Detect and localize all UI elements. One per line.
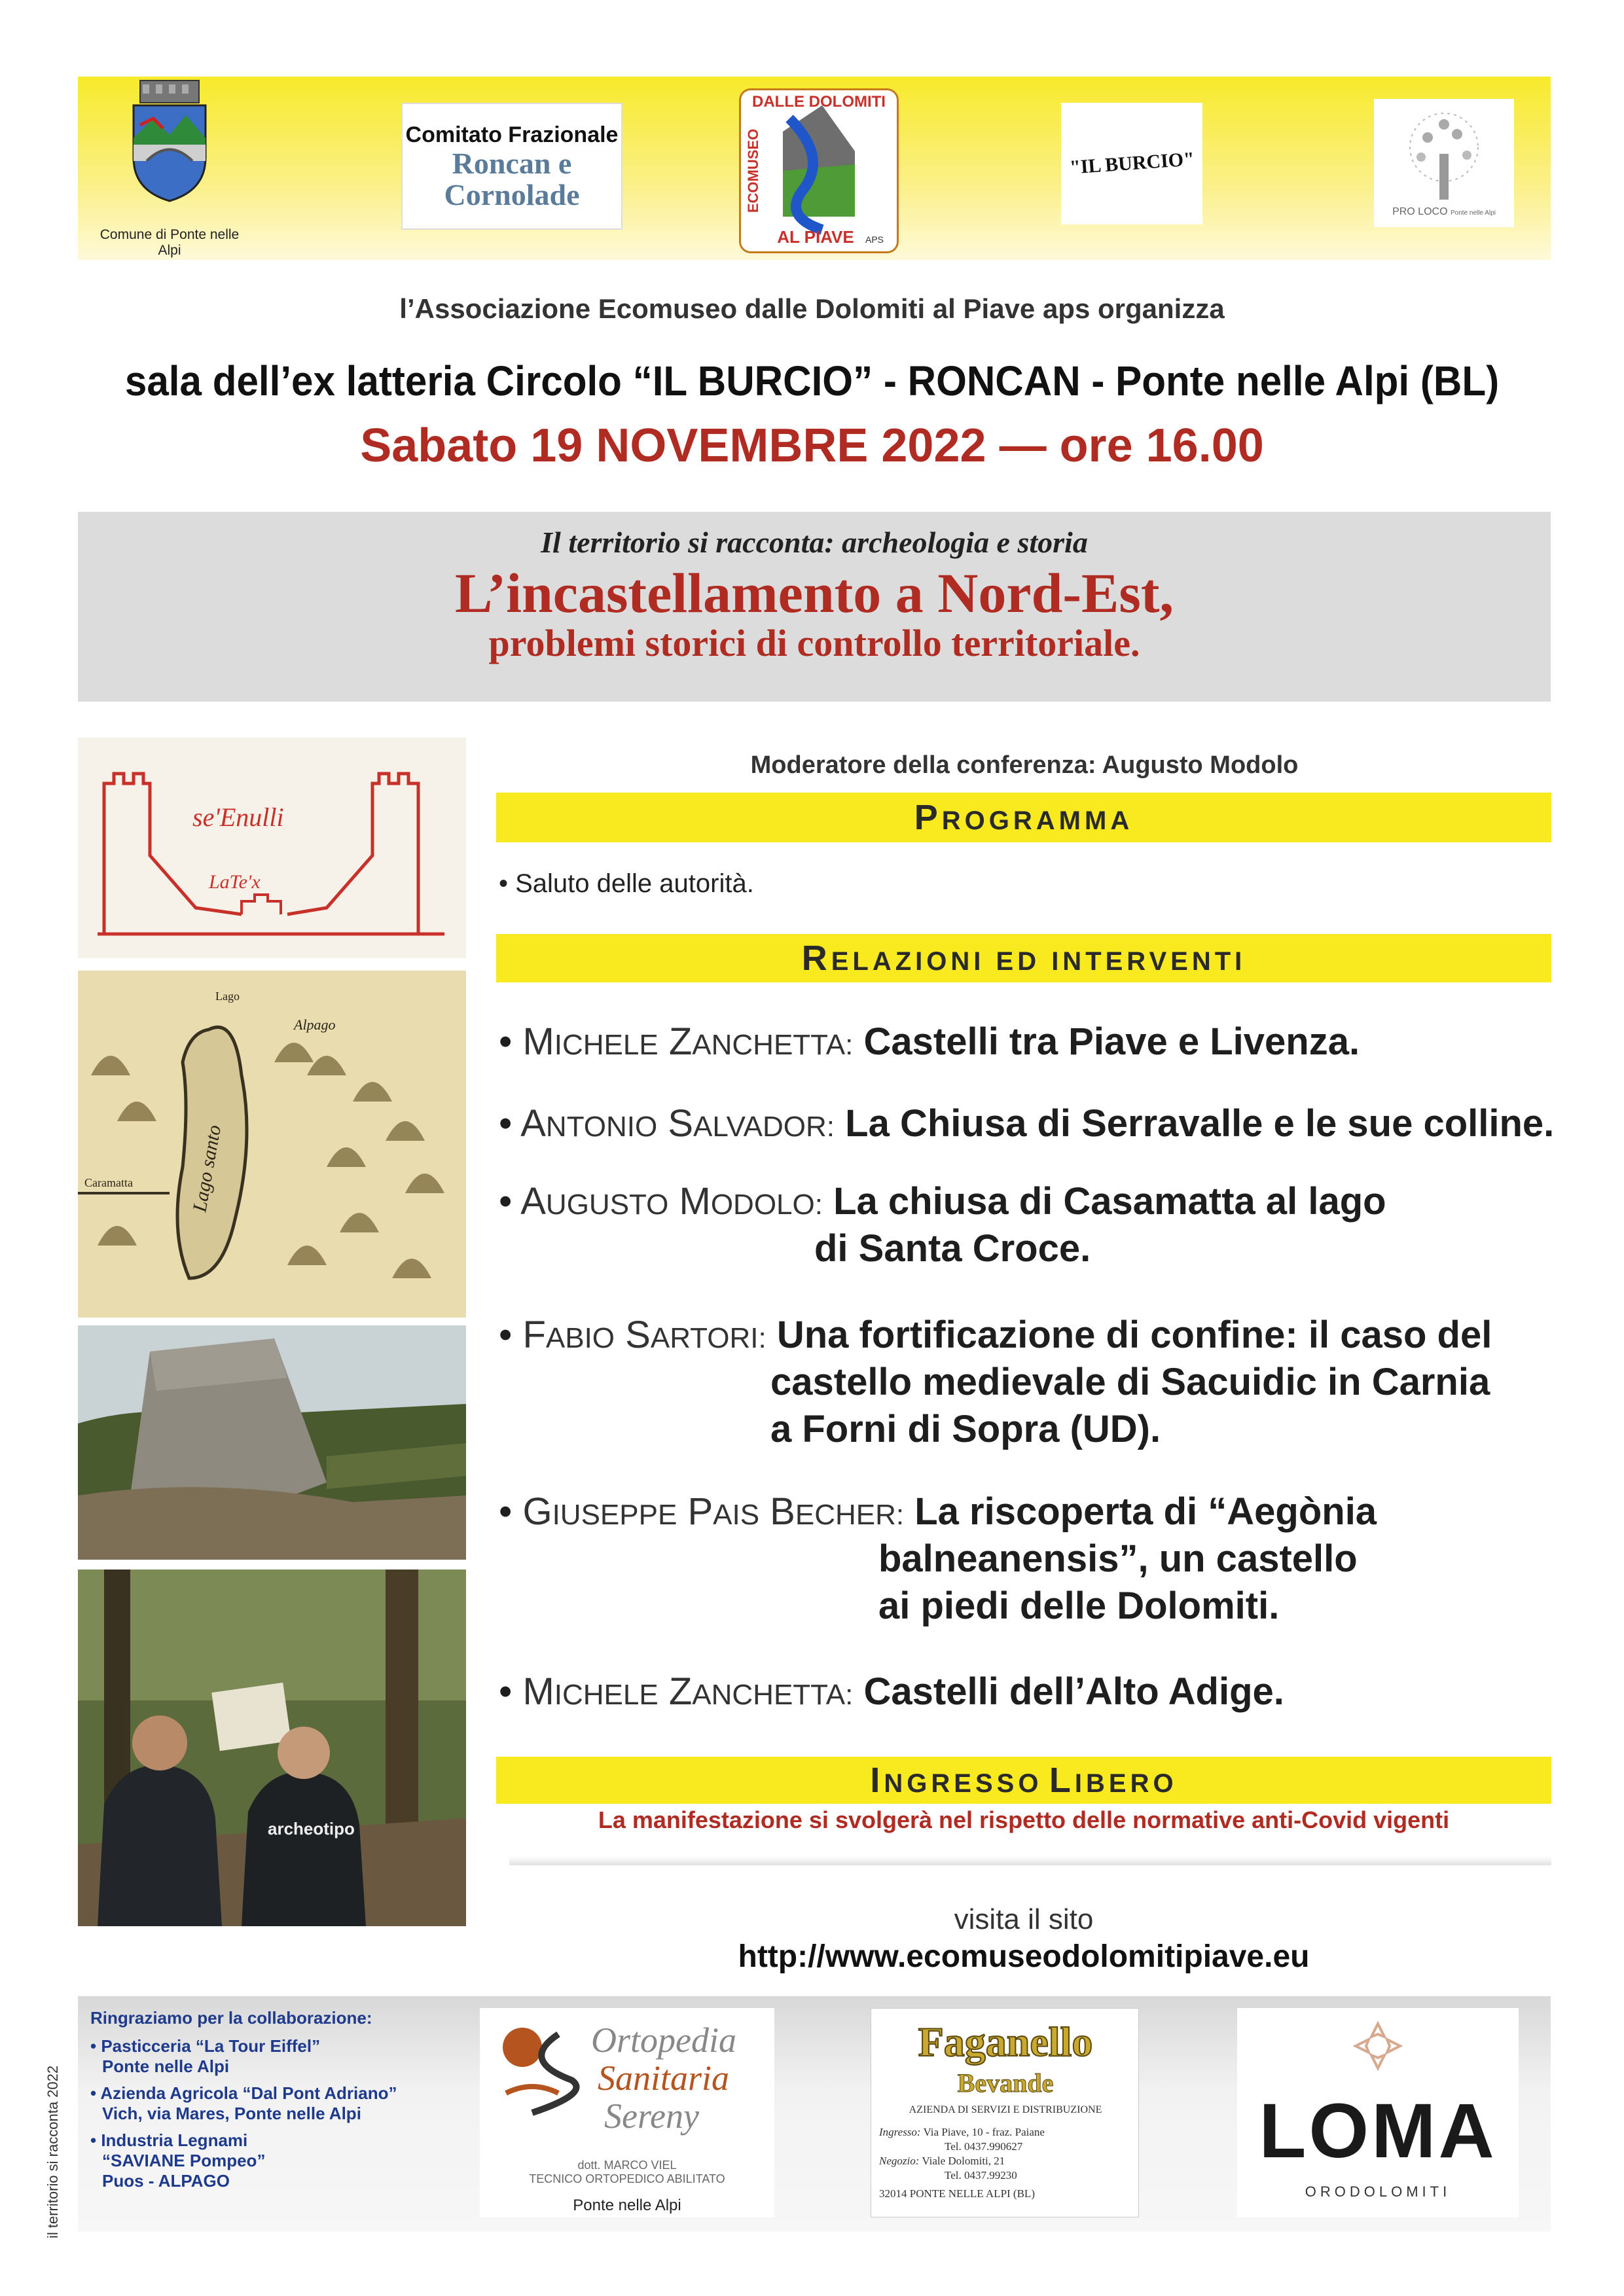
ortopedia-line1: Ortopedia	[591, 2020, 736, 2060]
talk-item	[499, 1312, 1492, 1362]
ortopedia-role: TECNICO ORTOPEDICO ABILITATO	[529, 2172, 725, 2185]
event-date: Sabato 19 NOVEMBRE 2022 — ore 16.00	[360, 420, 1264, 472]
programma-rest: ROGRAMMA	[941, 806, 1134, 835]
talk-title: La riscoperta di “Aegònia	[914, 1490, 1377, 1533]
talk-title-cont: castello medievale di Sacuidic in Carnia	[770, 1361, 1490, 1403]
proloco-small-text: Ponte nelle Alpi	[1450, 209, 1496, 217]
bullet: •	[499, 1490, 513, 1533]
castle-ruin-photo	[78, 1325, 466, 1560]
sketch-text-1: se'Enulli	[192, 802, 284, 832]
talk-item	[499, 1668, 1284, 1719]
bullet: •	[499, 1020, 513, 1063]
talk-title: La chiusa di Casamatta al lago	[833, 1180, 1386, 1223]
faganello-name: Faganello	[918, 2018, 1093, 2065]
ortopedia-line2: Sanitaria	[598, 2058, 730, 2098]
bullet: •	[499, 1102, 513, 1145]
greeting-item: • Saluto delle autorità.	[499, 869, 754, 898]
burcio-text: "IL BURCIO"	[1068, 148, 1195, 179]
ecomuseo-logo	[739, 88, 899, 253]
comitato-line2: Roncan e	[452, 146, 572, 180]
sketch-image	[78, 738, 466, 958]
comune-caption: Comune di Ponte nelle Alpi	[99, 227, 240, 258]
map-lake-label: Lago santo	[189, 1123, 226, 1214]
organizer-line: l’Associazione Ecomuseo dalle Dolomiti al Piave aps organizza	[399, 293, 1225, 324]
talk-title: La Chiusa di Serravalle e le sue colline.	[845, 1102, 1555, 1145]
talk-title-cont: balneanensis”, un castello	[878, 1537, 1358, 1580]
talk-item	[499, 1178, 1386, 1229]
ecomuseo-aps-text: APS	[865, 234, 884, 245]
ecomuseo-top-text: DALLE DOLOMITI	[752, 93, 886, 111]
talk-item	[499, 1100, 1554, 1151]
conference-subtitle: problemi storici di controllo territoriale.	[488, 622, 1140, 665]
loma-emblem-icon	[1352, 2020, 1404, 2072]
shirt-text: archeotipo	[268, 1819, 355, 1839]
thanks-list	[90, 2008, 418, 2198]
proloco-logo	[1374, 99, 1514, 227]
talk-item	[499, 1488, 1377, 1539]
talk-title: Castelli tra Piave e Livenza.	[863, 1020, 1360, 1063]
speaker-name: MICHELE ZANCHETTA:	[522, 1020, 854, 1063]
thanks-heading: Ringraziamo per la collaborazione:	[90, 2008, 372, 2028]
faganello-negozio-label: Negozio:	[879, 2155, 920, 2167]
speaker-name: ANTONIO SALVADOR:	[520, 1102, 835, 1145]
ingresso-libero-banner: INGRESSO LIBERO	[496, 1757, 1551, 1804]
talk-title: Castelli dell’Alto Adige.	[863, 1670, 1284, 1713]
sketch-text-2: LaTe'x	[209, 871, 261, 893]
faganello-negozio: Viale Dolomiti, 21	[922, 2155, 1005, 2167]
visit-label: visita il sito	[954, 1903, 1094, 1935]
talk-title-cont: a Forni di Sopra (UD).	[770, 1408, 1161, 1450]
map-label-2: Alpago	[294, 1016, 336, 1033]
speaker-name: MICHELE ZANCHETTA:	[522, 1670, 854, 1713]
bullet: •	[499, 1670, 513, 1713]
map-image	[78, 971, 466, 1318]
ortopedia-logo-icon	[493, 2021, 591, 2126]
title-box	[78, 512, 1551, 702]
proloco-text: PRO LOCO	[1392, 206, 1448, 217]
relazioni-heading	[496, 934, 1551, 982]
thanks-item: • Azienda Agricola “Dal Pont Adriano” Vich, via Mares, Ponte nelle Alpi	[90, 2083, 397, 2123]
faganello-sub: Bevande	[957, 2068, 1054, 2098]
covid-notice: La manifestazione si svolgerà nel rispetto delle normative anti-Covid vigenti	[598, 1806, 1450, 1833]
archaeologists-photo	[78, 1570, 466, 1926]
faganello-tel1: Tel. 0437.990627	[945, 2140, 1023, 2153]
thanks-item: • Industria Legnami “SAVIANE Pompeo” Puos - ALPAGO	[90, 2130, 266, 2191]
ecomuseo-bottom-text: AL PIAVE	[777, 227, 854, 247]
logo-band	[78, 77, 1551, 260]
crest-icon	[127, 79, 212, 204]
series-subtitle: Il territorio si racconta: archeologia e storia	[541, 526, 1088, 559]
proloco-tree-icon	[1395, 108, 1493, 206]
faganello-ingresso-label: Ingresso:	[879, 2126, 921, 2138]
side-note: il territorio si racconta 2022	[45, 2065, 61, 2238]
comune-logo	[91, 77, 248, 258]
speaker-name: GIUSEPPE PAIS BECHER:	[522, 1490, 905, 1533]
speaker-name: FABIO SARTORI:	[522, 1314, 767, 1356]
talk-item	[499, 1018, 1360, 1069]
website-link[interactable]: http://www.ecomuseodolomitipiave.eu	[738, 1939, 1310, 1974]
map-label-1: Lago	[215, 990, 240, 1003]
conference-title: L’incastellamento a Nord-Est,	[454, 562, 1174, 624]
comitato-logo	[401, 103, 623, 230]
talk-title-cont: di Santa Croce.	[814, 1227, 1091, 1270]
venue-line: sala dell’ex latteria Circolo “IL BURCIO” - RONCAN - Ponte nelle Alpi (BL)	[124, 357, 1500, 404]
speaker-name: AUGUSTO MODOLO:	[520, 1180, 823, 1223]
bullet: •	[499, 1180, 513, 1223]
moderator-line: Moderatore della conferenza: Augusto Modolo	[750, 751, 1299, 779]
faganello-desc: AZIENDA DI SERVIZI E DISTRIBUZIONE	[909, 2104, 1102, 2115]
talk-title-cont: ai piedi delle Dolomiti.	[878, 1585, 1280, 1627]
comitato-line3: Cornolade	[444, 177, 580, 211]
loma-sub: ORODOLOMITI	[1305, 2183, 1451, 2200]
divider	[509, 1856, 1551, 1865]
loma-name: LOMA	[1259, 2088, 1497, 2174]
ortopedia-sponsor	[480, 2008, 774, 2217]
programma-heading	[496, 793, 1551, 842]
programma-cap: P	[914, 798, 942, 837]
comitato-line1: Comitato Frazionale	[405, 122, 619, 147]
faganello-ingresso: Via Piave, 10 - fraz. Paiane	[923, 2126, 1045, 2138]
ecomuseo-side-text: ECOMUSEO	[745, 128, 761, 213]
ortopedia-doctor: dott. MARCO VIEL	[577, 2159, 677, 2172]
faganello-sponsor	[871, 2008, 1139, 2217]
talk-title: Una fortificazione di confine: il caso del	[776, 1314, 1492, 1356]
burcio-logo	[1061, 103, 1202, 224]
faganello-city: 32014 PONTE NELLE ALPI (BL)	[879, 2187, 1035, 2200]
loma-sponsor	[1237, 2008, 1519, 2217]
bullet: •	[499, 1314, 513, 1356]
ecomuseo-icon	[744, 92, 894, 249]
ortopedia-place: Ponte nelle Alpi	[573, 2197, 681, 2214]
map-label-3: Caramatta	[84, 1176, 133, 1189]
thanks-item: • Pasticceria “La Tour Eiffel” Ponte nelle Alpi	[90, 2036, 321, 2076]
relazioni-cap: R	[801, 939, 831, 978]
faganello-tel2: Tel. 0437.99230	[945, 2169, 1017, 2181]
ortopedia-line3: Sereny	[604, 2096, 699, 2136]
relazioni-rest: ELAZIONI ED INTERVENTI	[831, 947, 1246, 976]
